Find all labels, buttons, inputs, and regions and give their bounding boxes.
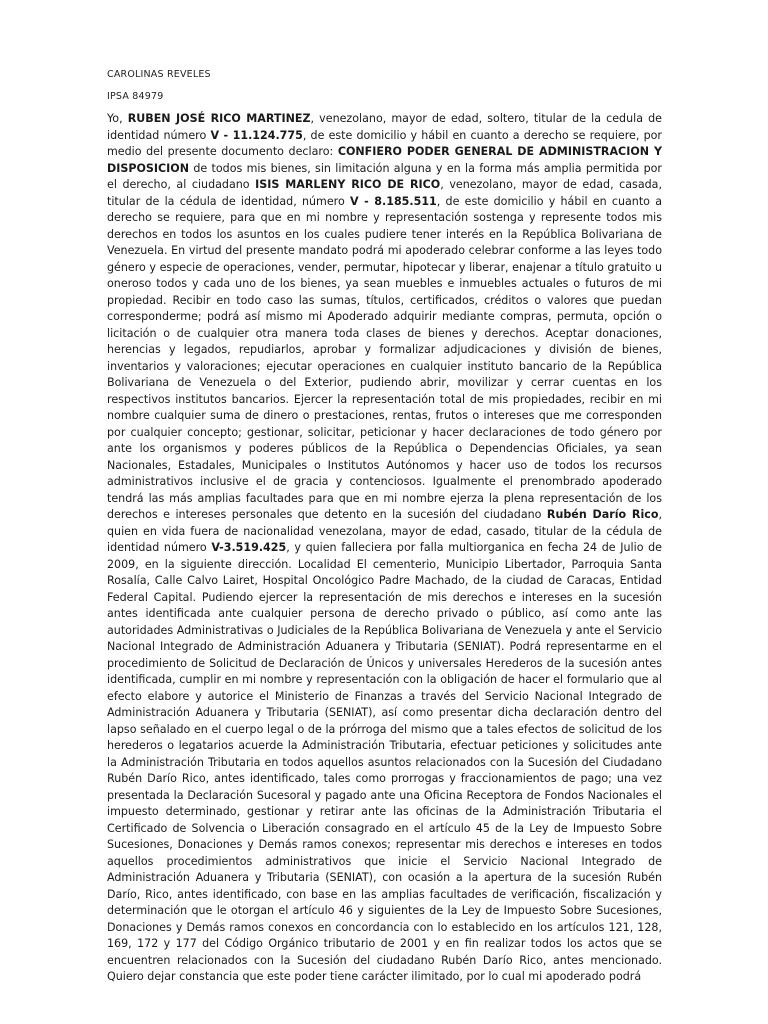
document-body-paragraph: [107, 111, 662, 986]
text-segment: , quien en vida fuera de nacionalidad venezolana, mayor de edad, casado, titular de la cédula de identidad número: [107, 508, 662, 554]
bold-text-segment: CONFIERO PODER GENERAL DE ADMINISTRACION Y DISPOSICION: [107, 145, 662, 175]
document-header-reference: IPSA 84979: [107, 91, 164, 102]
bold-text-segment: V-3.519.425: [211, 541, 287, 554]
text-segment: , de este domicilio y hábil en cuanto a derecho se requiere, por medio del presente documento declaro:: [107, 128, 662, 158]
bold-text-segment: Rubén Darío Rico: [546, 508, 659, 521]
text-segment: , y quien falleciera por falla multiorganica en fecha 24 de Julio de 2009, en la siguiente dirección. Localidad El cementerio, Municipio Libertador, Parroquia Santa Rosalía, Calle Calvo Lairet, Hospital Oncológico Padre Machado, de la ciudad de Caracas, Entidad Federal Capital. Pudiendo ejercer la representación de mis derechos e intereses en la sucesión antes identificada ante cualquier persona de derecho privado o público, así como ante las autoridades Administrativas o Judiciales de la República Bolivariana de Venezuela y ante el Servicio Nacional Integrado de Administración Aduanera y Tributaria (SENIAT). Podrá representarme en el procedimiento de Solicitud de Declaración de Únicos y universales Herederos de la sucesión antes identificada, cumplir en mi nombre y representación con la obligación de hacer el formulario que al efecto elabore y autorice el Ministerio de Finanzas a través del Servicio Nacional Integrado de Administración Aduanera y Tributaria (SENIAT), así como presentar dicha declaración dentro del lapso señalado en el cuerpo legal o de la prórroga del mismo que a tales efectos de solicitud de los herederos o legatarios acuerde la Administración Tributaria, efectuar peticiones y solicitudes ante la Administración Tributaria en todos aquellos asuntos relacionados con la Sucesión del Ciudadano Rubén Darío Rico, antes identificado, tales como prorrogas y fraccionamientos de pago; una vez presentada la Declaración Sucesoral y pagado ante una Oficina Receptora de Fondos Nacionales el impuesto determinado, gestionar y retirar ante las oficinas de la Administración Tributaria el Certificado de Solvencia o Liberación consagrado en el artículo 45 de la Ley de Impuesto Sobre Sucesiones, Donaciones y Demás ramos conexos; representar mis derechos e intereses en todos aquellos procedimientos administrativos que inicie el Servicio Nacional Integrado de Administración Aduanera y Tributaria (SENIAT), con ocasión a la apertura de la sucesión Rubén Darío, Rico, antes identificado, con base en las amplias facultades de verificación, fiscalización y determinación que le otorgan el artículo 46 y siguientes de la Ley de Impuesto Sobre Sucesiones, Donaciones y Demás ramos conexos en concordancia con lo establecido en los artículos 121, 128, 169, 172 y 177 del Código Orgánico tributario de 2001 y en fin realizar todos los actos que se encuentren relacionados con la Sucesión del ciudadano Rubén Darío Rico, antes mencionado. Quiero dejar constancia que este poder tiene carácter ilimitado, por lo cual mi apoderado podrá: [107, 541, 662, 983]
document-page: [107, 68, 662, 986]
text-segment: , venezolano, mayor de edad, casada, titular de la cédula de identidad, número: [107, 178, 663, 208]
document-header-name: CAROLINAS REVELES: [107, 69, 211, 80]
bold-text-segment: V - 11.124.775: [210, 128, 303, 142]
bold-text-segment: ISIS MARLENY RICO DE RICO: [255, 178, 441, 191]
text-segment: , venezolano, mayor de edad, soltero, titular de la cedula de identidad número: [107, 112, 662, 142]
text-segment: de todos mis bienes, sin limitación alguna y en la forma más amplia permitida por el derecho, al ciudadano: [107, 161, 662, 191]
text-segment: , de este domicilio y hábil en cuanto a derecho se requiere, para que en mi nombre y representación sostenga y represente todos mis derechos en todos los asuntos en los cuales pudiere tener interés en la República Bolivariana de Venezuela. En virtud del presente mandato podrá mi apoderado celebrar conforme a las leyes todo género y especie de operaciones, vender, permutar, hipotecar y liberar, enajenar a título gratuito u oneroso todos y cada uno de los bienes, ya sean muebles e inmuebles actuales o futuros de mi propiedad. Recibir en todo caso las sumas, títulos, certificados, créditos o valores que puedan corresponderme; podrá así mismo mi Apoderado adquirir mediante compras, permuta, opción o licitación o de cualquier otra manera toda clases de bienes y derechos. Aceptar donaciones, herencias y legados, repudiarlos, aprobar y formalizar adjudicaciones y división de bienes, inventarios y valoraciones; ejecutar operaciones en cualquier instituto bancario de la República Bolivariana de Venezuela o del Exterior, pudiendo abrir, movilizar y cerrar cuentas en los respectivos institutos bancarios. Ejercer la representación total de mis propiedades, recibir en mi nombre cualquier suma de dinero o prestaciones, rentas, frutos o intereses que me corresponden por cualquier concepto; gestionar, solicitar, peticionar y hacer declaraciones de todo género por ante los organismos y poderes públicos de la República o Dependencias Oficiales, ya sean Nacionales, Estadales, Municipales o Institutos Autónomos y hacer uso de todos los recursos administrativos inclusive el de gracia y contenciosos. Igualmente el prenombrado apoderado tendrá las más amplias facultades para que en mi nombre ejerza la plena representación de los derechos e intereses personales que detento en la sucesión del ciudadano: [107, 194, 662, 521]
text-segment: Yo,: [107, 112, 128, 125]
bold-text-segment: V - 8.185.511: [349, 194, 437, 208]
bold-text-segment: RUBEN JOSÉ RICO MARTINEZ: [127, 112, 311, 125]
